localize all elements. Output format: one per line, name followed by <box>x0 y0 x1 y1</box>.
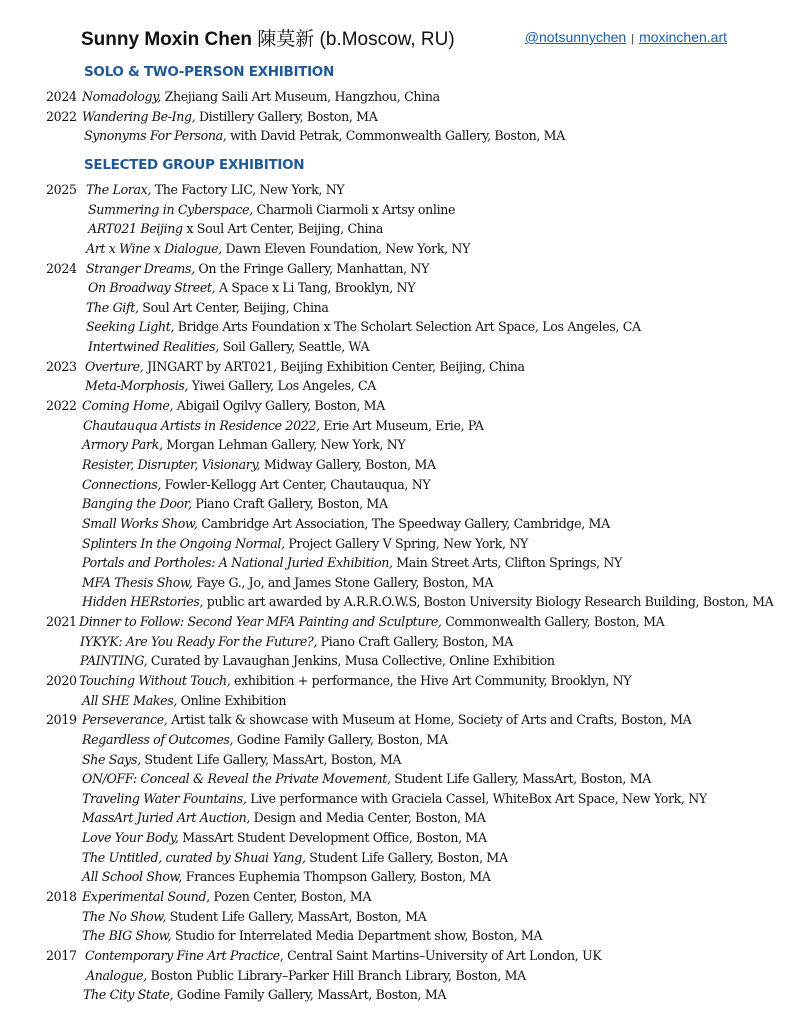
exhibition-venue: On the Fringe Gallery, Manhattan, NY <box>194 260 430 276</box>
cv-header <box>81 24 727 52</box>
exhibition-venue: Bridge Arts Foundation x The Scholart Selection Art Space, Los Angeles, CA <box>174 319 641 335</box>
exhibition-venue: exhibition + performance, the Hive Art Community, Brooklyn, NY <box>230 673 632 688</box>
exhibition-entry <box>0 691 791 711</box>
entry-year: 2024 <box>46 260 77 276</box>
exhibition-entry <box>0 907 791 927</box>
artist-name-bold: Sunny Moxin Chen <box>81 29 252 50</box>
exhibition-title: Summering in Cyberspace, <box>88 201 253 217</box>
exhibition-entry <box>0 926 791 946</box>
entry-text <box>86 966 526 986</box>
entry-text <box>82 396 385 416</box>
exhibition-venue: Morgan Lehman Gallery, New York, NY <box>162 437 406 453</box>
entry-text <box>82 455 436 475</box>
exhibition-venue: x Soul Art Center, Beijing, China <box>182 221 384 237</box>
exhibition-entry <box>0 612 791 632</box>
entry-text <box>82 750 401 770</box>
entry-text <box>86 180 344 200</box>
entry-text <box>84 126 565 146</box>
exhibition-venue: Cambridge Art Association, The Speedway Gallery, Cambridge, MA <box>197 515 610 531</box>
exhibition-title: Nomadology, <box>82 89 161 104</box>
entry-text <box>82 87 440 107</box>
entry-text <box>86 259 429 279</box>
exhibition-entry <box>0 416 791 436</box>
exhibition-venue: Boston Public Library–Parker Hill Branch Library, Boston, MA <box>146 967 526 983</box>
exhibition-entry <box>0 298 791 318</box>
exhibition-title: The BIG Show, <box>82 928 172 944</box>
exhibition-title: On Broadway Street, <box>88 280 216 296</box>
entry-text <box>82 730 448 750</box>
exhibition-entry <box>0 710 791 730</box>
exhibition-entry <box>0 573 791 593</box>
entry-text <box>85 376 376 396</box>
exhibition-title: The Lorax, <box>86 182 152 197</box>
exhibition-title: Chautauqua Artists in Residence 2022, <box>83 417 320 433</box>
entry-text <box>86 239 470 259</box>
entry-text <box>82 107 377 127</box>
exhibition-entry <box>0 985 791 1005</box>
exhibition-entry <box>0 376 791 396</box>
exhibition-entry <box>0 494 791 514</box>
entry-text <box>88 219 383 239</box>
exhibition-entry <box>0 514 791 534</box>
exhibition-title: She Says, <box>82 751 141 767</box>
exhibition-title: Armory Park, <box>82 437 163 453</box>
entry-text <box>82 887 371 907</box>
entry-text <box>82 553 622 573</box>
exhibition-venue: Frances Euphemia Thompson Gallery, Boston, MA <box>182 869 491 885</box>
exhibition-entry <box>0 651 791 671</box>
entry-text <box>88 337 369 357</box>
exhibition-title: Intertwined Realities, <box>88 339 219 355</box>
exhibition-title: Resister, Disrupter, Visionary, <box>82 456 261 472</box>
exhibition-title: Seeking Light, <box>86 319 175 335</box>
exhibition-entry <box>0 239 791 259</box>
entry-text <box>88 278 415 298</box>
exhibition-venue: Distillery Gallery, Boston, MA <box>195 108 378 124</box>
entry-year: 2025 <box>46 182 77 197</box>
exhibition-venue: Erie Art Museum, Erie, PA <box>319 417 484 433</box>
exhibition-venue: The Factory LIC, New York, NY <box>151 182 345 197</box>
entry-text <box>82 867 491 887</box>
exhibition-title: ART021 Beijing <box>88 221 183 237</box>
entry-text <box>86 317 641 337</box>
entry-text <box>82 710 691 730</box>
exhibition-entry <box>0 337 791 357</box>
exhibition-venue: Pozen Center, Boston, MA <box>209 889 372 905</box>
exhibition-title: Experimental Sound, <box>82 889 210 905</box>
exhibition-title: Banging the Door, <box>82 496 192 512</box>
exhibition-entry <box>0 946 791 966</box>
exhibition-title: All SHE Makes, <box>82 692 178 708</box>
contact-links <box>525 29 727 45</box>
entry-text <box>80 632 513 652</box>
exhibition-title: The Untitled, curated by Shuai Yang, <box>82 849 306 865</box>
exhibition-entry <box>0 317 791 337</box>
entry-year: 2022 <box>46 108 77 124</box>
exhibition-entry <box>0 87 791 107</box>
exhibition-venue: Design and Media Center, Boston, MA <box>250 810 486 826</box>
exhibition-entry <box>0 789 791 809</box>
entry-text <box>82 514 610 534</box>
exhibition-entry <box>0 180 791 200</box>
exhibition-title: Hidden HERstories, <box>82 594 204 610</box>
entry-text <box>82 926 542 946</box>
section-title: SOLO & TWO-PERSON EXHIBITION <box>84 64 334 80</box>
entry-text <box>82 494 388 514</box>
exhibition-entry <box>0 126 791 146</box>
entry-year: 2020 <box>46 673 77 688</box>
exhibition-venue: Charmoli Ciarmoli x Artsy online <box>252 201 456 217</box>
exhibition-entry <box>0 966 791 986</box>
entry-year: 2022 <box>46 398 77 414</box>
entry-text <box>83 985 446 1005</box>
exhibition-entry <box>0 553 791 573</box>
artist-name-details: 陳莫新 (b.Moscow, RU) <box>252 29 455 50</box>
exhibition-entry <box>0 278 791 298</box>
entry-text <box>82 828 487 848</box>
exhibition-venue: Student Life Gallery, MassArt, Boston, MA <box>390 771 652 787</box>
exhibition-title: Portals and Portholes: A National Juried Exhibition, <box>82 555 393 571</box>
artist-name <box>81 24 455 51</box>
entry-text <box>79 671 631 691</box>
exhibition-venue: A Space x Li Tang, Brooklyn, NY <box>215 280 416 296</box>
exhibition-venue: Abigail Ogilvy Gallery, Boston, MA <box>173 398 385 414</box>
entry-text <box>85 946 601 966</box>
entry-text <box>82 769 651 789</box>
entry-text <box>82 534 528 554</box>
exhibition-title: The No Show, <box>82 908 166 924</box>
exhibition-entry <box>0 107 791 127</box>
exhibition-title: Love Your Body, <box>82 830 179 846</box>
exhibition-entry <box>0 750 791 770</box>
exhibition-entry <box>0 730 791 750</box>
exhibition-venue: Online Exhibition <box>177 692 287 708</box>
entry-year: 2017 <box>46 947 77 963</box>
exhibition-title: ON/OFF: Conceal & Reveal the Private Movement, <box>82 771 391 787</box>
entry-text <box>80 651 555 671</box>
exhibition-entry <box>0 219 791 239</box>
exhibition-title: Contemporary Fine Art Practice, <box>85 947 284 963</box>
exhibition-title: PAINTING, <box>80 653 148 669</box>
exhibition-venue: Dawn Eleven Foundation, New York, NY <box>221 240 471 256</box>
exhibition-title: Synonyms For Persona, <box>84 128 227 144</box>
exhibition-title: Stranger Dreams, <box>86 260 195 276</box>
entry-text <box>83 416 484 436</box>
exhibition-venue: Godine Family Gallery, MassArt, Boston, MA <box>173 987 447 1003</box>
entry-text <box>79 612 664 632</box>
exhibition-venue: Soul Art Center, Beijing, China <box>138 299 329 315</box>
exhibition-title: IYKYK: Are You Ready For the Future?, <box>80 633 318 649</box>
link-separator: | <box>631 33 635 45</box>
exhibition-title: Small Works Show, <box>82 515 198 531</box>
exhibition-venue: Main Street Arts, Clifton Springs, NY <box>392 555 623 571</box>
exhibition-venue: Student Life Gallery, Boston, MA <box>305 849 508 865</box>
exhibition-title: Perseverance, <box>82 712 168 728</box>
entry-year: 2018 <box>46 889 77 905</box>
exhibition-venue: public art awarded by A.R.R.O.W.S, Boston University Biology Research Building, Boston, MA <box>203 594 774 610</box>
entry-year: 2019 <box>46 712 77 728</box>
entry-text <box>82 592 773 612</box>
exhibition-venue: Student Life Gallery, MassArt, Boston, MA <box>140 751 402 767</box>
entry-text <box>86 298 329 318</box>
exhibition-title: Regardless of Outcomes, <box>82 731 234 747</box>
exhibition-title: Dinner to Follow: Second Year MFA Painting and Sculpture, <box>79 614 442 630</box>
exhibition-venue: Student Life Gallery, MassArt, Boston, MA <box>165 908 427 924</box>
exhibition-title: MFA Thesis Show, <box>82 574 193 590</box>
exhibition-title: Splinters In the Ongoing Normal, <box>82 535 285 551</box>
exhibition-entry <box>0 828 791 848</box>
exhibition-title: Overture, <box>85 358 144 374</box>
exhibition-venue: with David Petrak, Commonwealth Gallery, Boston, MA <box>226 128 565 144</box>
entry-text <box>82 789 707 809</box>
exhibition-venue: Central Saint Martins–University of Art London, UK <box>283 947 602 963</box>
exhibition-title: Wandering Be-Ing, <box>82 108 196 124</box>
exhibition-title: The City State, <box>83 987 174 1003</box>
exhibition-entry <box>0 887 791 907</box>
section-title: SELECTED GROUP EXHIBITION <box>84 157 305 173</box>
website-link[interactable]: moxinchen.art <box>639 29 727 45</box>
entry-text <box>82 691 286 711</box>
exhibition-venue: Godine Family Gallery, Boston, MA <box>233 731 448 747</box>
exhibition-entry <box>0 671 791 691</box>
exhibition-title: Connections, <box>82 476 161 492</box>
exhibition-title: MassArt Juried Art Auction, <box>82 810 251 826</box>
entry-text <box>85 357 525 377</box>
exhibition-venue: Soil Gallery, Seattle, WA <box>218 339 370 355</box>
exhibition-venue: Zhejiang Saili Art Museum, Hangzhou, China <box>160 89 440 104</box>
exhibition-entry <box>0 259 791 279</box>
entry-year: 2023 <box>46 358 77 374</box>
entry-text <box>88 200 455 220</box>
exhibition-venue: Live performance with Graciela Cassel, WhiteBox Art Space, New York, NY <box>246 790 707 806</box>
exhibition-title: All School Show, <box>82 869 183 885</box>
exhibition-entry <box>0 534 791 554</box>
entry-text <box>82 573 493 593</box>
exhibition-venue: Project Gallery V Spring, New York, NY <box>284 535 528 551</box>
exhibition-title: Coming Home, <box>82 398 174 414</box>
entry-text <box>82 907 426 927</box>
entry-text <box>82 435 405 455</box>
exhibition-venue: Midway Gallery, Boston, MA <box>260 456 436 472</box>
exhibition-entry <box>0 200 791 220</box>
exhibition-entry <box>0 357 791 377</box>
exhibition-entry <box>0 435 791 455</box>
exhibition-entry <box>0 769 791 789</box>
exhibition-venue: Piano Craft Gallery, Boston, MA <box>191 496 388 512</box>
exhibition-venue: Studio for Interrelated Media Department show, Boston, MA <box>171 928 543 944</box>
exhibition-title: Meta-Morphosis, <box>85 378 189 394</box>
exhibition-title: Analogue, <box>86 967 147 983</box>
exhibition-venue: MassArt Student Development Office, Boston, MA <box>178 830 487 846</box>
exhibition-title: The Gift, <box>86 299 139 315</box>
exhibition-title: Traveling Water Fountains, <box>82 790 247 806</box>
exhibition-entry <box>0 455 791 475</box>
exhibition-title: Art x Wine x Dialogue, <box>86 240 222 256</box>
entry-year: 2024 <box>46 89 77 104</box>
instagram-link[interactable]: @notsunnychen <box>524 29 627 45</box>
exhibition-venue: Faye G., Jo, and James Stone Gallery, Boston, MA <box>192 574 494 590</box>
exhibition-entry <box>0 475 791 495</box>
exhibition-entry <box>0 632 791 652</box>
exhibition-entry <box>0 867 791 887</box>
entry-text <box>82 848 508 868</box>
exhibition-venue: Fowler-Kellogg Art Center, Chautauqua, NY <box>161 476 431 492</box>
exhibition-venue: Piano Craft Gallery, Boston, MA <box>317 633 514 649</box>
entry-text <box>82 808 486 828</box>
entry-year: 2021 <box>46 614 77 630</box>
exhibition-venue: Curated by Lavaughan Jenkins, Musa Collective, Online Exhibition <box>147 653 555 669</box>
exhibition-venue: Yiwei Gallery, Los Angeles, CA <box>188 378 377 394</box>
exhibition-venue: JINGART by ART021, Beijing Exhibition Center, Beijing, China <box>143 358 525 374</box>
entry-text <box>82 475 430 495</box>
exhibition-venue: Artist talk & showcase with Museum at Home, Society of Arts and Crafts, Boston, MA <box>167 712 692 728</box>
exhibition-title: Touching Without Touch, <box>79 673 231 688</box>
exhibition-entry <box>0 592 791 612</box>
exhibition-entry <box>0 848 791 868</box>
exhibition-entry <box>0 396 791 416</box>
exhibition-venue: Commonwealth Gallery, Boston, MA <box>441 614 665 630</box>
exhibition-entry <box>0 808 791 828</box>
